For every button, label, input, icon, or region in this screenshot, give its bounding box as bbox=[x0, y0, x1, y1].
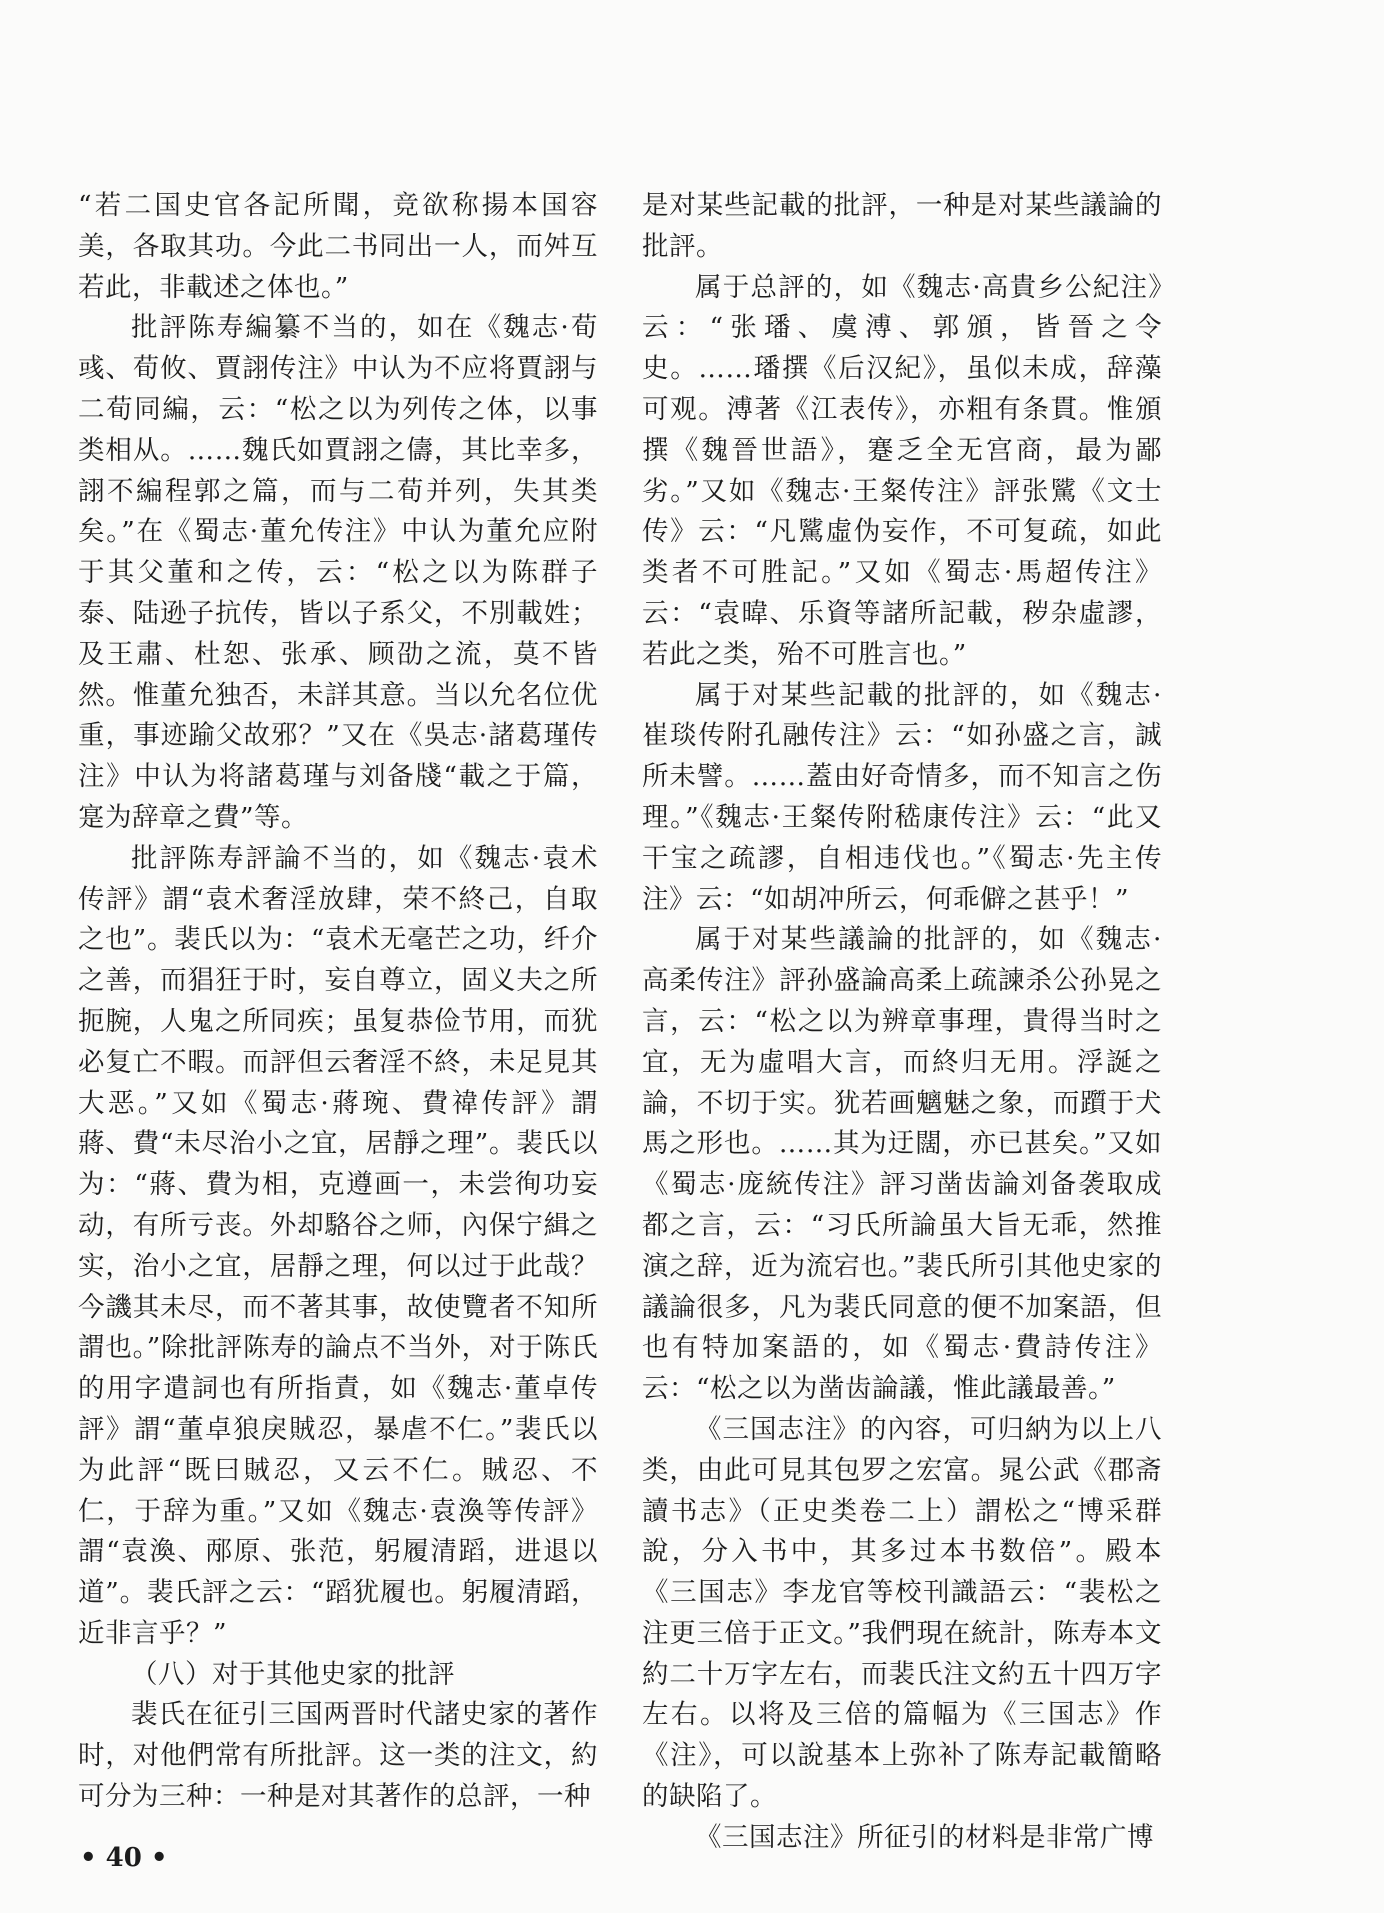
right-column bbox=[642, 186, 1162, 1859]
page-number: • 40 • bbox=[80, 1843, 168, 1873]
right-paragraph-3: 属于对某些記載的批評的，如《魏志·崔琰传附孔融传注》云：“如孙盛之言，誠所未譬。……蓋由好奇情多，而不知言之伤理。”《魏志·王粲传附嵇康传注》云：“此又干宝之疏謬，自相违伐也。”《蜀志·先主传注》云：“如胡冲所云，何乖僻之甚乎！” bbox=[642, 679, 1162, 915]
left-paragraph-3: 批評陈寿評論不当的，如《魏志·袁术传評》謂“袁术奢淫放肆，荣不終己，自取之也”。裴氏以为：“袁术无毫芒之功，纤介之善，而猖狂于时，妄自尊立，固义夫之所扼腕，人鬼之所同疾；虽复恭俭节用，而犹必复亡不暇。而評但云奢淫不終，未足見其大恶。”又如《蜀志·蔣琬、費禕传評》謂蔣、費“未尽治小之宜，居靜之理”。裴氏以为：“蔣、費为相，克遵画一，未尝徇功妄动，有所亏丧。外却駱谷之师，內保宁緝之实，治小之宜，居靜之理，何以过于此哉？今譏其未尽，而不著其事，故使覽者不知所謂也。”除批評陈寿的論点不当外，对于陈氏的用字遣詞也有所指責，如《魏志·董卓传評》謂“董卓狼戾賊忍，暴虐不仁。”裴氏以为此評“既曰賊忍，又云不仁。賊忍、不仁，于辞为重。”又如《魏志·袁渙等传評》謂“袁渙、邴原、张范，躬履清蹈，进退以道”。裴氏評之云：“蹈犹履也。躬履清蹈，近非言乎？” bbox=[78, 842, 598, 1649]
right-paragraph-6: 《三国志注》所征引的材料是非常广博 bbox=[695, 1821, 1154, 1853]
left-paragraph-5: 裴氏在征引三国两晋时代諸史家的著作时，对他們常有所批評。这一类的注文，約可分为三种：一种是对其著作的总評，一种 bbox=[78, 1699, 598, 1813]
left-paragraph-1: “若二国史官各記所聞，竞欲称揚本国容美，各取其功。今此二书同出一人，而舛互若此，非載述之体也。” bbox=[78, 190, 598, 303]
right-paragraph-2: 属于总評的，如《魏志·高貴乡公紀注》云：“张璠、虞溥、郭頒，皆晉之令史。……璠撰《后汉紀》，虽似未成，辞藻可观。溥著《江表传》，亦粗有条貫。惟頒撰《魏晉世語》，蹇乏全无宫商，最为鄙劣。”又如《魏志·王粲传注》評张騭《文士传》云：“凡騭虛伪妄作，不可复疏，如此类者不可胜記。”又如《蜀志·馬超传注》云：“袁暐、乐資等諸所記載，秽杂虛謬，若此之类，殆不可胜言也。” bbox=[642, 271, 1162, 670]
right-paragraph-1: 是对某些記載的批評，一种是对某些議論的批評。 bbox=[642, 190, 1162, 262]
section-heading: （八）对于其他史家的批評 bbox=[131, 1658, 455, 1690]
left-paragraph-2: 批評陈寿編纂不当的，如在《魏志·荀彧、荀攸、賈詡传注》中认为不应将賈詡与二荀同編，云：“松之以为列传之体，以事类相从。……魏氏如賈詡之儔，其比幸多，詡不編程郭之篇，而与二荀并列，失其类矣。”在《蜀志·董允传注》中认为董允应附于其父董和之传，云：“松之以为陈群子泰、陆逊子抗传，皆以子系父，不別載姓；及王肅、杜恕、张承、顾劭之流，莫不皆然。惟董允独否，未詳其意。当以允名位优重，事迹踰父故邪？”又在《吳志·諸葛瑾传注》中认为将諸葛瑾与刘备牋“載之于篇，寔为辞章之費”等。 bbox=[78, 312, 598, 833]
right-paragraph-5: 《三国志注》的內容，可归納为以上八类，由此可見其包罗之宏富。晁公武《郡斋讀书志》（正史类卷二上）謂松之“博采群說，分入书中，其多过本书数倍”。殿本《三国志》李龙官等校刊識語云：“裴松之注更三倍于正文。”我們現在統計，陈寿本文約二十万字左右，而裴氏注文約五十四万字左右。以将及三倍的篇幅为《三国志》作《注》，可以說基本上弥补了陈寿記載簡略的缺陷了。 bbox=[642, 1413, 1162, 1813]
right-paragraph-4: 属于对某些議論的批評的，如《魏志·高柔传注》評孙盛論高柔上疏諫杀公孙晃之言，云：“松之以为辨章事理，貴得当时之宜，无为虛唱大言，而終归无用。浮誕之論，不切于实。犹若画魑魅之象，而躓于犬馬之形也。……其为迂闊，亦已甚矣。”又如《蜀志·庞統传注》評习凿齿論刘备袭取成都之言，云：“习氏所論虽大旨无乖，然推演之辞，近为流宕也。”裴氏所引其他史家的議論很多，凡为裴氏同意的便不加案語，但也有特加案語的，如《蜀志·費詩传注》云：“松之以为凿齿論議，惟此議最善。” bbox=[642, 924, 1162, 1405]
left-column bbox=[78, 186, 598, 1818]
